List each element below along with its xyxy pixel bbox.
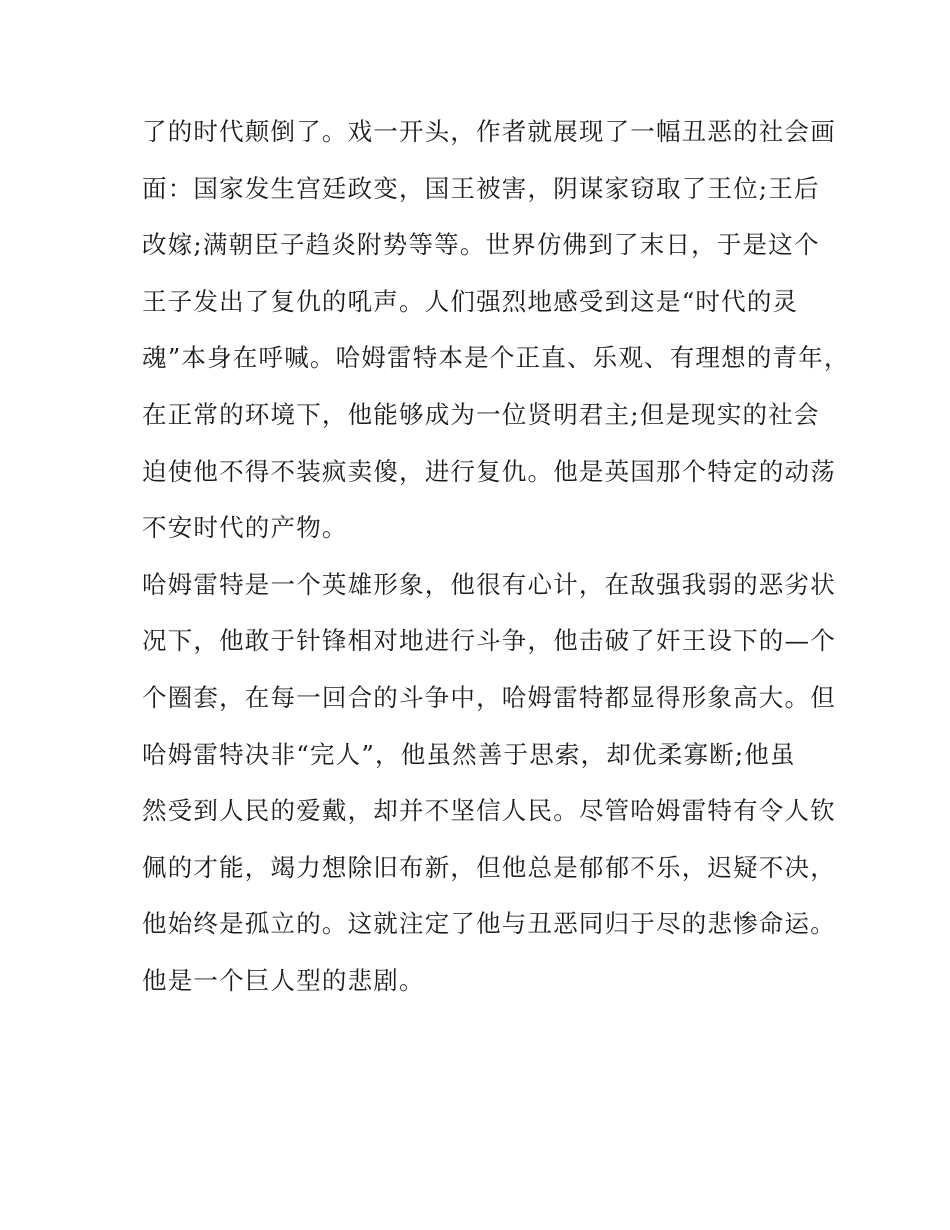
text-line: 个圈套，在每一回合的斗争中，哈姆雷特都显得形象高大。但	[142, 682, 836, 712]
text-line: 他是一个巨人型的悲剧。	[142, 965, 425, 995]
text-line: 在正常的环境下，他能够成为一位贤明君主;但是现实的社会	[142, 399, 820, 429]
text-line: 魂”本身在呼喊。哈姆雷特本是个正直、乐观、有理想的青年，	[142, 343, 850, 373]
text-line: 哈姆雷特决非“完人”，他虽然善于思索，却优柔寡断;他虽	[142, 739, 796, 769]
text-line: 了的时代颠倒了。戏一开头，作者就展现了一幅丑恶的社会画	[142, 117, 836, 146]
text-line: 他始终是孤立的。这就注定了他与丑恶同归于尽的悲惨命运。	[142, 909, 836, 939]
body-text	[142, 104, 850, 1010]
text-line: 改嫁;满朝臣子趋炎附势等等。世界仿佛到了末日，于是这个	[142, 230, 820, 260]
text-line: 王子发出了复仇的吼声。人们强烈地感受到这是“时代的灵	[142, 286, 799, 316]
text-line: 不安时代的产物。	[142, 513, 348, 543]
text-line: 佩的才能，竭力想除旧布新，但他总是郁郁不乐，迟疑不决，	[142, 852, 836, 882]
text-line: 面：国家发生宫廷政变，国王被害，阴谋家窃取了王位;王后	[142, 173, 820, 203]
text-line: 迫使他不得不装疯卖傻，进行复仇。他是英国那个特定的动荡	[142, 456, 836, 486]
text-line: 然受到人民的爱戴，却并不坚信人民。尽管哈姆雷特有令人钦	[142, 796, 836, 826]
text-line: 哈姆雷特是一个英雄形象，他很有心计，在敌强我弱的恶劣状	[142, 569, 836, 599]
text-line: 况下，他敢于针锋相对地进行斗争，他击破了奸王设下的—个	[142, 626, 836, 656]
